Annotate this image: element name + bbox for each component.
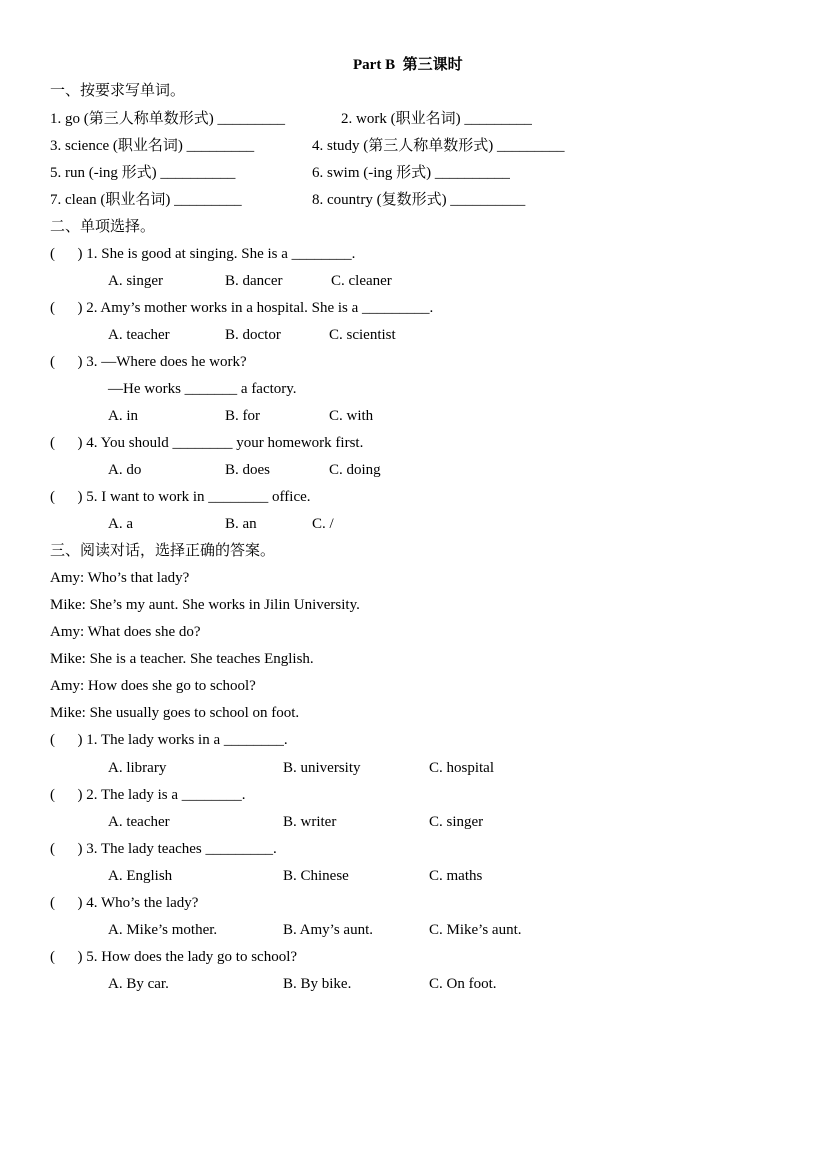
option-c: C. hospital [429, 760, 495, 776]
option-c: C. with [329, 408, 374, 424]
question-text: ( ) 3. The lady teaches _________. [50, 841, 277, 857]
option-b: B. dancer [225, 273, 283, 289]
option-a: A. By car. [108, 976, 169, 992]
section2-heading: 二、单项选择。 [50, 219, 156, 235]
section1-heading: 一、按要求写单词。 [50, 83, 186, 99]
option-c: C. / [312, 516, 334, 532]
option-c: C. cleaner [331, 273, 392, 289]
option-b: B. does [225, 462, 270, 478]
word-item: 8. country (复数形式) __________ [312, 192, 526, 208]
word-item: 7. clean (职业名词) _________ [50, 192, 242, 208]
word-item: 1. go (第三人称单数形式) _________ [50, 111, 285, 127]
word-item: 4. study (第三人称单数形式) _________ [312, 138, 565, 154]
option-a: A. in [108, 408, 138, 424]
option-a: A. teacher [108, 814, 170, 830]
word-item: 5. run (-ing 形式) __________ [50, 165, 236, 181]
option-b: B. doctor [225, 327, 281, 343]
word-item: 2. work (职业名词) _________ [341, 111, 532, 127]
option-b: B. university [283, 760, 361, 776]
option-b: B. an [225, 516, 257, 532]
option-b: B. Amy’s aunt. [283, 922, 374, 938]
option-c: C. Mike’s aunt. [429, 922, 522, 938]
option-c: C. On foot. [429, 976, 497, 992]
option-c: C. singer [429, 814, 484, 830]
option-c: C. scientist [329, 327, 396, 343]
dialogue-line: Amy: What does she do? [50, 624, 201, 640]
dialogue-line: Mike: She is a teacher. She teaches English. [50, 651, 314, 667]
question-text: ( ) 2. The lady is a ________. [50, 787, 246, 803]
option-b: B. Chinese [283, 868, 349, 884]
option-a: A. teacher [108, 327, 170, 343]
question-text: ( ) 5. I want to work in ________ office. [50, 489, 311, 505]
option-a: A. do [108, 462, 142, 478]
option-a: A. Mike’s mother. [108, 922, 218, 938]
option-b: B. for [225, 408, 260, 424]
question-text: ( ) 1. The lady works in a ________. [50, 732, 288, 748]
dialogue-line: Mike: She usually goes to school on foot. [50, 705, 300, 721]
word-item: 3. science (职业名词) _________ [50, 138, 255, 154]
dialogue-line: Amy: Who’s that lady? [50, 570, 190, 586]
dialogue-line: Mike: She’s my aunt. She works in Jilin University. [50, 597, 360, 613]
question-text: ( ) 3. —Where does he work? [50, 354, 247, 370]
page-title: Part B 第三课时 [353, 57, 463, 73]
question-text: ( ) 5. How does the lady go to school? [50, 949, 298, 965]
option-b: B. By bike. [283, 976, 352, 992]
option-c: C. doing [329, 462, 381, 478]
question-text-line2: —He works _______ a factory. [108, 381, 297, 397]
option-a: A. a [108, 516, 133, 532]
question-text: ( ) 1. She is good at singing. She is a ________. [50, 246, 356, 262]
section3-heading: 三、阅读对话，选择正确的答案。 [50, 543, 276, 559]
option-a: A. English [108, 868, 173, 884]
dialogue-line: Amy: How does she go to school? [50, 678, 256, 694]
option-a: A. singer [108, 273, 163, 289]
option-b: B. writer [283, 814, 337, 830]
word-item: 6. swim (-ing 形式) __________ [312, 165, 510, 181]
option-a: A. library [108, 760, 167, 776]
question-text: ( ) 4. You should ________ your homework first. [50, 435, 364, 451]
question-text: ( ) 4. Who’s the lady? [50, 895, 199, 911]
question-text: ( ) 2. Amy’s mother works in a hospital. She is a _________. [50, 300, 434, 316]
option-c: C. maths [429, 868, 483, 884]
